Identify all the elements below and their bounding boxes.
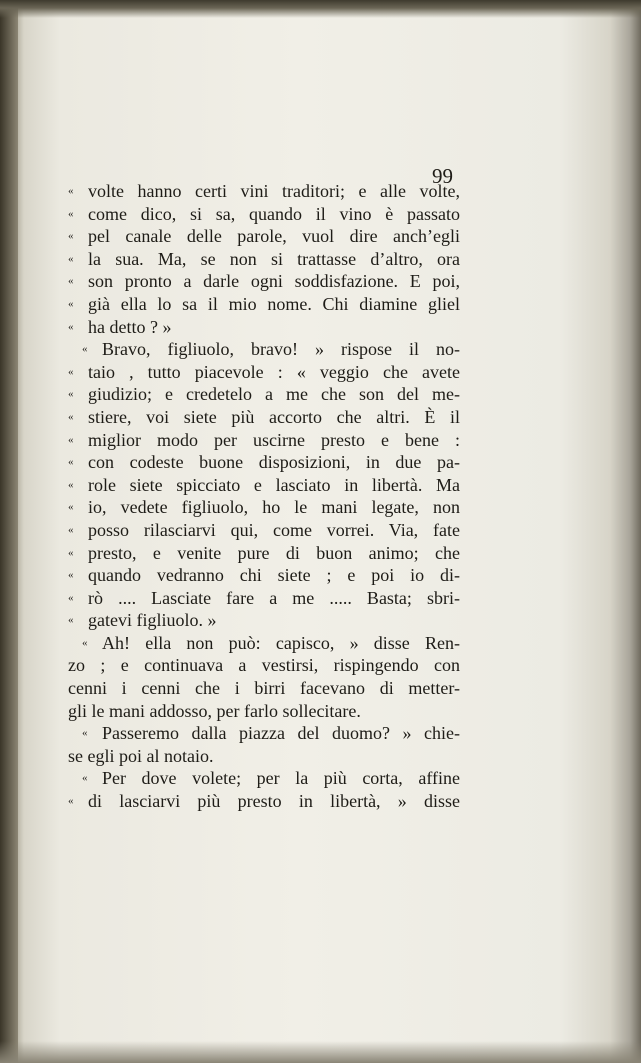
- text-line-content: io, vedete figliuolo, ho le mani legate, non: [88, 497, 460, 518]
- quote-mark: «: [68, 456, 74, 469]
- text-line: [68, 383, 460, 406]
- quote-mark: «: [68, 614, 74, 627]
- quote-mark: «: [68, 478, 74, 491]
- text-line: [68, 474, 460, 497]
- text-line-content: stiere, voi siete più accorto che altri. È il: [88, 406, 460, 427]
- quote-mark: «: [82, 343, 88, 356]
- text-line-content: come dico, si sa, quando il vino è passato: [88, 203, 460, 224]
- text-line-content: giudizio; e credetelo a me che son del me-: [88, 384, 460, 405]
- text-line: [68, 293, 460, 316]
- quote-mark: «: [68, 501, 74, 514]
- text-line: [68, 587, 460, 610]
- text-line-content: miglior modo per uscirne presto e bene :: [88, 429, 460, 450]
- quote-mark: «: [68, 591, 74, 604]
- text-line-content: Ah! ella non può: capisco, » disse Ren-: [102, 632, 460, 653]
- text-line-content: presto, e venite pure di buon animo; che: [88, 542, 460, 563]
- text-line-content: taio , tutto piacevole : « veggio che avete: [88, 361, 460, 382]
- quote-mark: «: [68, 297, 74, 310]
- page-number: 99: [432, 164, 453, 188]
- quote-mark: «: [68, 275, 74, 288]
- text-line: [68, 700, 460, 723]
- text-line: [68, 361, 460, 384]
- text-line: [68, 338, 460, 361]
- text-line: [68, 564, 460, 587]
- text-line: [68, 496, 460, 519]
- quote-mark: «: [82, 636, 88, 649]
- text-line: [68, 225, 460, 248]
- text-line-content: Per dove volete; per la più corta, affine: [102, 768, 460, 789]
- text-line: [68, 203, 460, 226]
- quote-mark: «: [68, 252, 74, 265]
- quote-mark: «: [68, 410, 74, 423]
- quote-mark: «: [68, 569, 74, 582]
- quote-mark: «: [68, 546, 74, 559]
- text-line: [68, 632, 460, 655]
- text-line-content: role siete spicciato e lasciato in libertà. Ma: [88, 474, 460, 495]
- text-line: [68, 248, 460, 271]
- text-line: [68, 429, 460, 452]
- body-text: [68, 180, 460, 813]
- text-line-content: cenni i cenni che i birri facevano di metter-: [68, 678, 460, 699]
- quote-mark: «: [68, 433, 74, 446]
- text-line: [68, 406, 460, 429]
- text-line-content: con codeste buone disposizioni, in due pa-: [88, 452, 460, 473]
- quote-mark: «: [68, 207, 74, 220]
- quote-mark: «: [68, 523, 74, 536]
- text-line-content: gli le mani addosso, per farlo sollecitare.: [68, 700, 361, 721]
- text-line: [68, 542, 460, 565]
- text-line: [68, 654, 460, 677]
- quote-mark: «: [68, 185, 74, 197]
- text-line: [68, 270, 460, 293]
- quote-mark: «: [82, 727, 88, 740]
- text-line: [68, 609, 460, 632]
- text-line-content: volte hanno certi vini traditori; e alle volte,: [88, 181, 460, 201]
- text-line: [68, 519, 460, 542]
- page-bottom-edge: [0, 1041, 641, 1063]
- page-top-edge: [0, 0, 641, 18]
- text-line-content: son pronto a darle ogni soddisfazione. E poi,: [88, 271, 460, 292]
- quote-mark: «: [68, 320, 74, 333]
- text-line: [68, 745, 460, 768]
- text-line-content: zo ; e continuava a vestirsi, rispingendo con: [68, 655, 460, 676]
- text-line: [68, 180, 460, 203]
- text-line: [68, 677, 460, 700]
- text-line-content: posso rilasciarvi qui, come vorrei. Via, fate: [88, 519, 460, 540]
- quote-mark: «: [68, 230, 74, 243]
- text-line-content: Bravo, figliuolo, bravo! » rispose il no-: [102, 339, 460, 360]
- text-line: [68, 767, 460, 790]
- text-line: [68, 451, 460, 474]
- quote-mark: «: [82, 772, 88, 785]
- text-line-content: pel canale delle parole, vuol dire anch’egli: [88, 226, 460, 247]
- text-line: [68, 722, 460, 745]
- book-binding-gutter: [0, 0, 18, 1063]
- text-line: [68, 790, 460, 813]
- text-line-content: se egli poi al notaio.: [68, 745, 214, 766]
- text-line-content: di lasciarvi più presto in libertà, » disse: [88, 791, 460, 812]
- text-line-content: quando vedranno chi siete ; e poi io di-: [88, 565, 460, 586]
- text-line-content: la sua. Ma, se non si trattasse d’altro, ora: [88, 248, 460, 269]
- text-line-content: gatevi figliuolo. »: [88, 610, 217, 631]
- text-line-content: ha detto ? »: [88, 316, 172, 337]
- text-line-content: rò .... Lasciate fare a me ..... Basta; sbri-: [88, 587, 460, 608]
- quote-mark: «: [68, 365, 74, 378]
- text-line-content: già ella lo sa il mio nome. Chi diamine gliel: [88, 293, 460, 314]
- quote-mark: «: [68, 388, 74, 401]
- quote-mark: «: [68, 795, 74, 808]
- text-line-content: Passeremo dalla piazza del duomo? » chie-: [102, 723, 460, 744]
- text-line: [68, 316, 460, 339]
